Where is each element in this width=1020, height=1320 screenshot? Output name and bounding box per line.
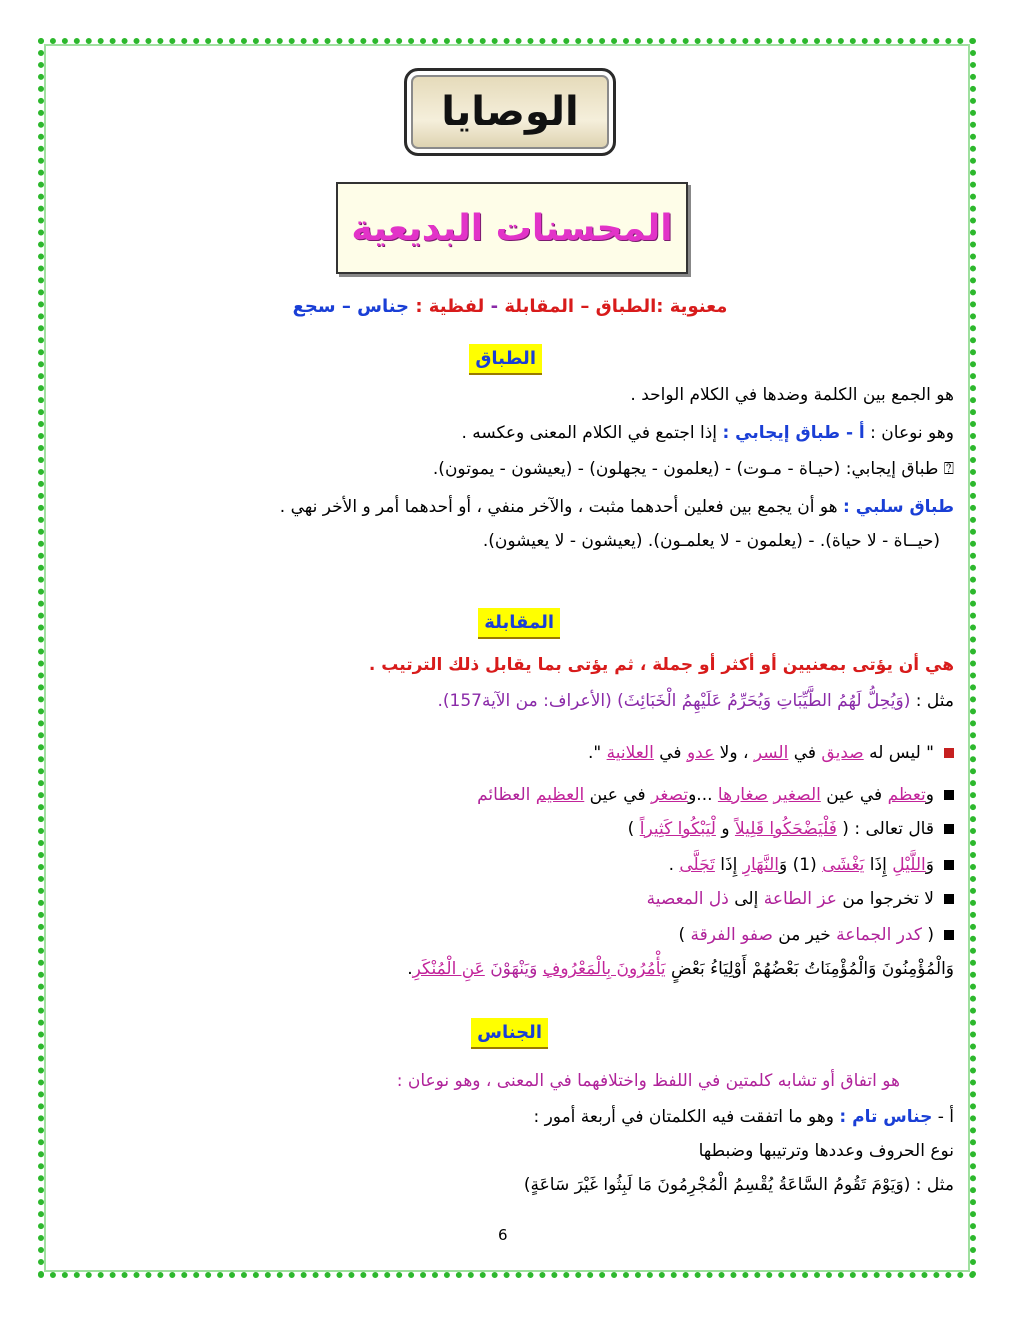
- jinas-type-a-label: جناس تام :: [839, 1107, 933, 1127]
- muqabala-bullet: " ليس له صديق في السر ، ولا عدو في العلانية ".: [588, 740, 954, 766]
- tibaq-types-prefix: وهو نوعان :: [870, 423, 954, 443]
- muqabala-bullet: قال تعالى : ( فَلْيَضْحَكُوا قَلِيلاً و لْيَبْكُوا كَثِيراً ): [628, 816, 954, 842]
- title-box: [404, 68, 616, 156]
- bullet-square-icon: [944, 860, 954, 870]
- jinas-example: مثل : (وَيَوْمَ تَقُومُ السَّاعَةُ يُقْسِمُ الْمُجْرِمُونَ مَا لَبِثُوا غَيْرَ سَاعَةٍ): [523, 1175, 954, 1195]
- tibaq-type-a-label: أ - طباق إيجابي :: [722, 423, 865, 443]
- bullet-square-icon: [944, 790, 954, 800]
- jinas-type-a: [533, 1104, 954, 1130]
- tibaq-negative-label: طباق سلبي :: [843, 497, 954, 517]
- muqabala-example-text: (وَيُحِلُّ لَهُمُ الطَّيِّبَاتِ وَيُحَرِّمُ عَلَيْهِمُ الْخَبَائِثَ) (الأعراف: من الآية157).: [437, 691, 911, 711]
- jinas-type-a-def: وهو ما اتفقت فيه الكلمتان في أربعة أمور :: [533, 1107, 835, 1127]
- muqabala-bullet: ( كدر الجماعة خير من صفو الفرقة ): [679, 922, 955, 948]
- tibaq-positive-example: ⍰ طباق إيجابي: (حيـاة - مـوت) - (يعلمون - يجهلون) - (يعيشون - يموتون).: [432, 459, 954, 479]
- heading-muqabala: المقابلة: [478, 608, 560, 639]
- tibaq-negative: [280, 494, 954, 520]
- muqabala-bullet: وتعظم في عين الصغير صغارها ...وتصغر في عين العظيم العظائم: [477, 782, 954, 808]
- jinas-definition: هو اتفاق أو تشابه كلمتين في اللفظ واختلافهما في المعنى ، وهو نوعان :: [396, 1071, 900, 1091]
- page-subtitle: المحسنات البديعية: [351, 207, 673, 249]
- muqabala-bullet: لا تخرجوا من عز الطاعة إلى ذل المعصية: [647, 886, 954, 912]
- cat-verbal-items: جناس – سجع: [292, 296, 410, 317]
- page-title: الوصايا: [441, 89, 579, 135]
- cat-separator: -: [490, 296, 499, 317]
- cat-verbal-label: لفظية :: [415, 296, 485, 317]
- cat-semantic-label: معنوية: [669, 296, 728, 317]
- tibaq-negative-example: (حيــاة - لا حياة). - (يعلمون - لا يعلمـون). (يعيشون - لا يعيشون).: [482, 531, 940, 551]
- tibaq-types: [461, 420, 954, 446]
- categories-line: [150, 296, 870, 317]
- tibaq-type-a-def: إذا اجتمع في الكلام المعنى وعكسه .: [461, 423, 718, 443]
- tibaq-definition: هو الجمع بين الكلمة وضدها في الكلام الواحد .: [630, 385, 954, 405]
- muqabala-example-prefix: مثل :: [915, 691, 954, 711]
- subtitle-box: [336, 182, 688, 274]
- tibaq-negative-def: هو أن يجمع بين فعلين أحدهما مثبت ، والآخر منفي ، أو أحدهما أمر و الأخر نهي .: [279, 497, 838, 517]
- bullet-square-icon: [944, 824, 954, 834]
- page-number: 6: [498, 1226, 508, 1244]
- muqabala-bullet: وَاللَّيْلِ إِذَا يَغْشَى (1) وَالنَّهَارِ إِذَا تَجَلَّى .: [669, 852, 954, 878]
- muqabala-example: [437, 688, 954, 714]
- jinas-type-a-prefix: أ -: [937, 1107, 954, 1127]
- bullet-square-icon: [944, 894, 954, 904]
- heading-jinas: الجناس: [471, 1018, 548, 1049]
- bullet-square-icon: [944, 748, 954, 758]
- muqabala-definition: هي أن يؤتى بمعنيين أو أكثر أو جملة ، ثم يؤتى بما يقابل ذلك الترتيب .: [368, 655, 954, 675]
- bullet-square-icon: [944, 930, 954, 940]
- muqabala-verse: وَالْمُؤْمِنُونَ وَالْمُؤْمِنَاتُ بَعْضُهُمْ أَوْلِيَاءُ بَعْضٍ يَأْمُرُونَ بِالْمَعْرُوفِ وَيَنْهَوْنَ عَنِ الْمُنْكَرِ.: [407, 959, 954, 979]
- cat-semantic-items: :الطباق – المقابلة: [504, 296, 664, 317]
- heading-tibaq: الطباق: [469, 344, 542, 375]
- jinas-aspects: نوع الحروف وعددها وترتيبها وضبطها: [698, 1141, 954, 1161]
